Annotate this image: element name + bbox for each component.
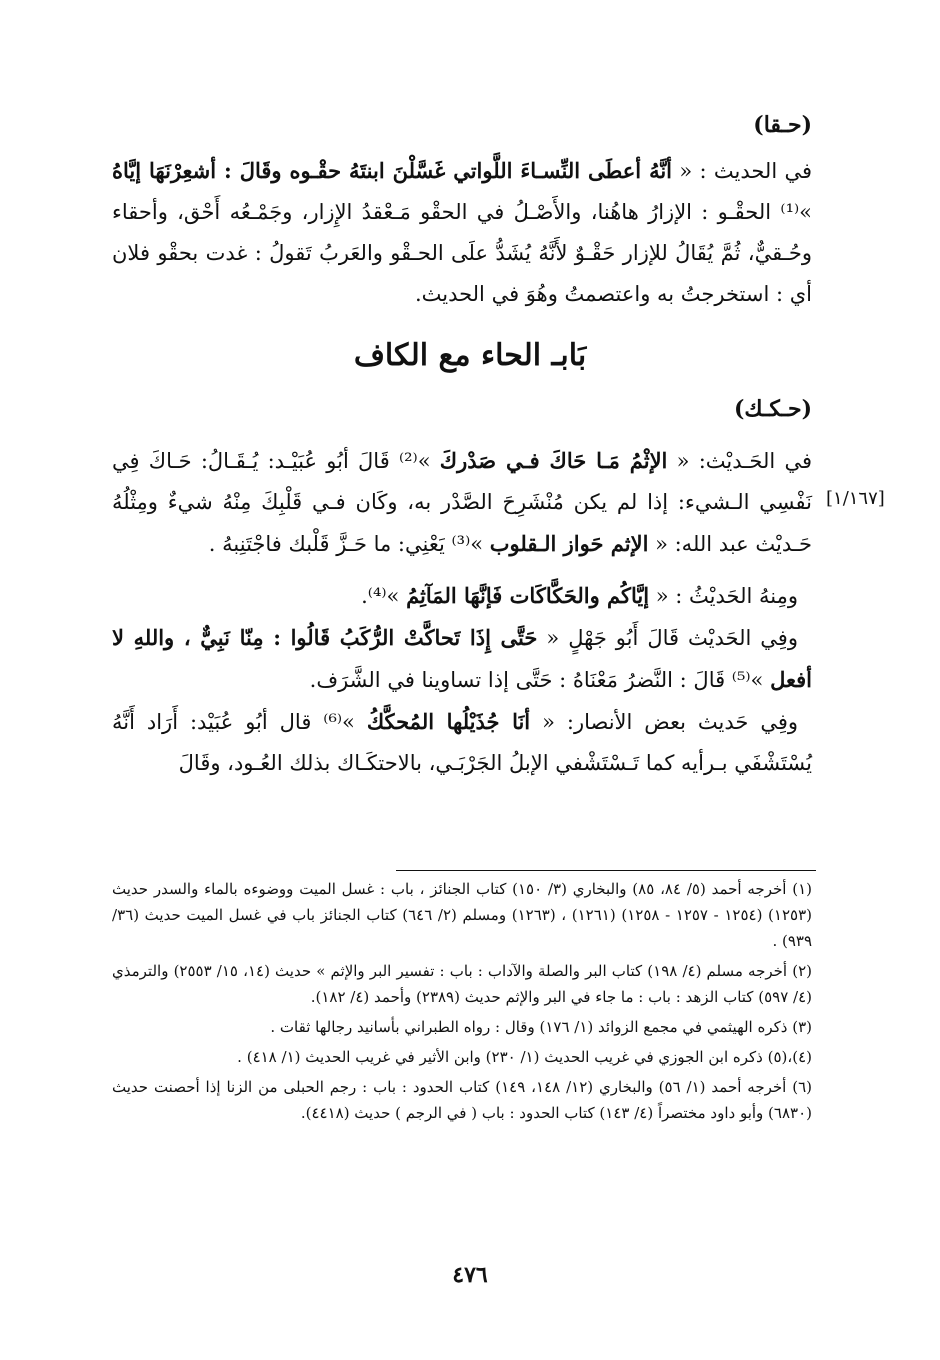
text-run: في الحديث : «	[672, 159, 813, 183]
entry-hakak-text	[112, 440, 812, 784]
quoted-text: أنَا جُذَيْلُها المُحكَّكُ	[366, 709, 531, 734]
entry-heading-hakak: (حـكـك)	[734, 396, 812, 422]
text-run: وفِي حَديث بعض الأنصار: «	[530, 710, 799, 734]
paragraph	[112, 150, 812, 315]
text-run: »⁽³⁾ يَعْنِي: ما حَـزَّ قَلْبك فاجْتَنِبهُ .	[208, 532, 490, 556]
footnote: (٤)،(٥) ذكره ابن الجوزي في غريب الحديث (١/ ٢٣٠) وابن الأثير في غريب الحديث (١/ ٤١٨) .	[237, 1048, 812, 1066]
entry-heading-haqa: (حـقا)	[753, 112, 812, 138]
text-run: ومِنهُ الحَديْثُ : «	[649, 584, 798, 608]
page-number: ٤٧٦	[452, 1262, 488, 1288]
text-run: »⁽⁶⁾ قال أبُو عُبَيْد: أَرَاد أَنَّهُ يُسْتَشْفَي بـرأيه كما تَـسْتَشْفي الإبلُ الجَرْبَـي، بالاحتكَـاك بذلك العُـود، وقَالَ	[112, 710, 812, 775]
quoted-text: الإثم حَواز الـقلوب	[489, 531, 649, 556]
quoted-text: حَتَّى إِذَا تَحاكَّتْ الرُّكَبُ قَالُوا : مِنّا نَبِيٌّ ، واللهِ لا أفعل	[112, 625, 812, 692]
quoted-text: أنَّهُ أعطَى النِّسـاءَ اللَّواتي غَسَّلْنَ ابنتَهُ حقْـوه وقَالَ : أشعِرْنَهَا إيَّاهُ	[112, 158, 673, 183]
paragraph	[112, 617, 812, 701]
entry-haqa-text	[112, 150, 812, 315]
footnote: (٦) أخرجه أحمد (١/ ٥٦) والبخاري (١٢/ ١٤٨، ١٤٩) كتاب الحدود : باب : رجم الحبلى من الزنا إذا أحصنت حديث (٦٨٣٠) وأبو داود مختصراً (٤/ ١٤٣) كتاب الحدود : باب ( في الرجم ) حديث (٤٤١٨).	[112, 1078, 812, 1122]
margin-reference: [١/١٦٧]	[826, 488, 885, 509]
quoted-text: الإثْمُ مَـا حَاكَ فـي صَدْركَ	[439, 448, 668, 473]
text-run: وفِي الحَديْث قَالَ أَبُو جَهْلٍ «	[537, 626, 798, 650]
text-run: »⁽²⁾ قَالَ أبُو عُبَيْـد: يُـقَـالُ: حَـاكَ فِي نَفْسِي الـشيء: إذا لم يكن مُنْشَرِحَ الصَّدْر به، وكَان فـي قَلْبِكَ مِنْهُ شيءٌ ومِثْلُهُ حَـديْث عبد الله: «	[112, 449, 812, 556]
paragraph	[112, 575, 812, 617]
quoted-text: إيَّاكُم والحَكَّاكَات فَإنَّهَا المَآثِمُ	[406, 583, 650, 608]
footnote: (٣) ذكره الهيثمي في مجمع الزوائد (١/ ١٧٦) وقال : رواه الطبراني بأسانيد رجالها ثقات .	[270, 1018, 812, 1036]
footnotes	[112, 876, 812, 1130]
footnote: (٢) أخرجه مسلم (٤/ ١٩٨) كتاب البر والصلة والآداب : باب : تفسير البر والإثم » حديث (١٤، ١٥/ ٢٥٥٣) والترمذي (٤/ ٥٩٧) كتاب الزهد : باب : ما جاء في البر والإثم حديث (٢٣٨٩) وأحمد (٤/ ١٨٢).	[112, 962, 812, 1006]
chapter-title: بَابـ الحاء مع الكاف	[353, 338, 587, 373]
text-run: في الحَـديْث: «	[667, 449, 813, 473]
footnote-separator	[396, 870, 816, 871]
paragraph	[112, 701, 812, 784]
text-run: »⁽⁴⁾.	[361, 584, 407, 608]
text-run: »⁽⁵⁾ قَالَ : النَّضرُ مَعْنَاهُ : حَتَّى إذا تساوينا في الشَّرَف.	[309, 668, 771, 692]
text-run: »⁽¹⁾ الحقْـو : الإزارُ هاهُنا، والأَصْـلُ في الحقْو مَـعْقدُ الإِزار، وجَمْـعُه أَحْق، وأحقاء وحُـقيٌّ، ثُمَّ يُقَالُ للإزار حَقْـوٌ لأَنَّهُ يُشَدُّ علَى الحـقْو والعَربُ تَقولُ : غدت بحقْو فلان أي : استخرجتُ به واعتصمتُ وهُوَ في الحديث.	[112, 200, 812, 306]
paragraph	[112, 440, 812, 565]
footnote: (١) أخرجه أحمد (٥/ ٨٤، ٨٥) والبخاري (٣/ ١٥٠) كتاب الجنائز ، باب : غسل الميت ووضوءه بالماء والسدر حديث (١٢٥٣) (١٢٥٤ - ١٢٥٧ - ١٢٥٨) (١٢٦١) ، (١٢٦٣) ومسلم (٢/ ٦٤٦) كتاب الجنائز باب في غسل الميت حديث (٣٦/ ٩٣٩) .	[112, 880, 812, 950]
